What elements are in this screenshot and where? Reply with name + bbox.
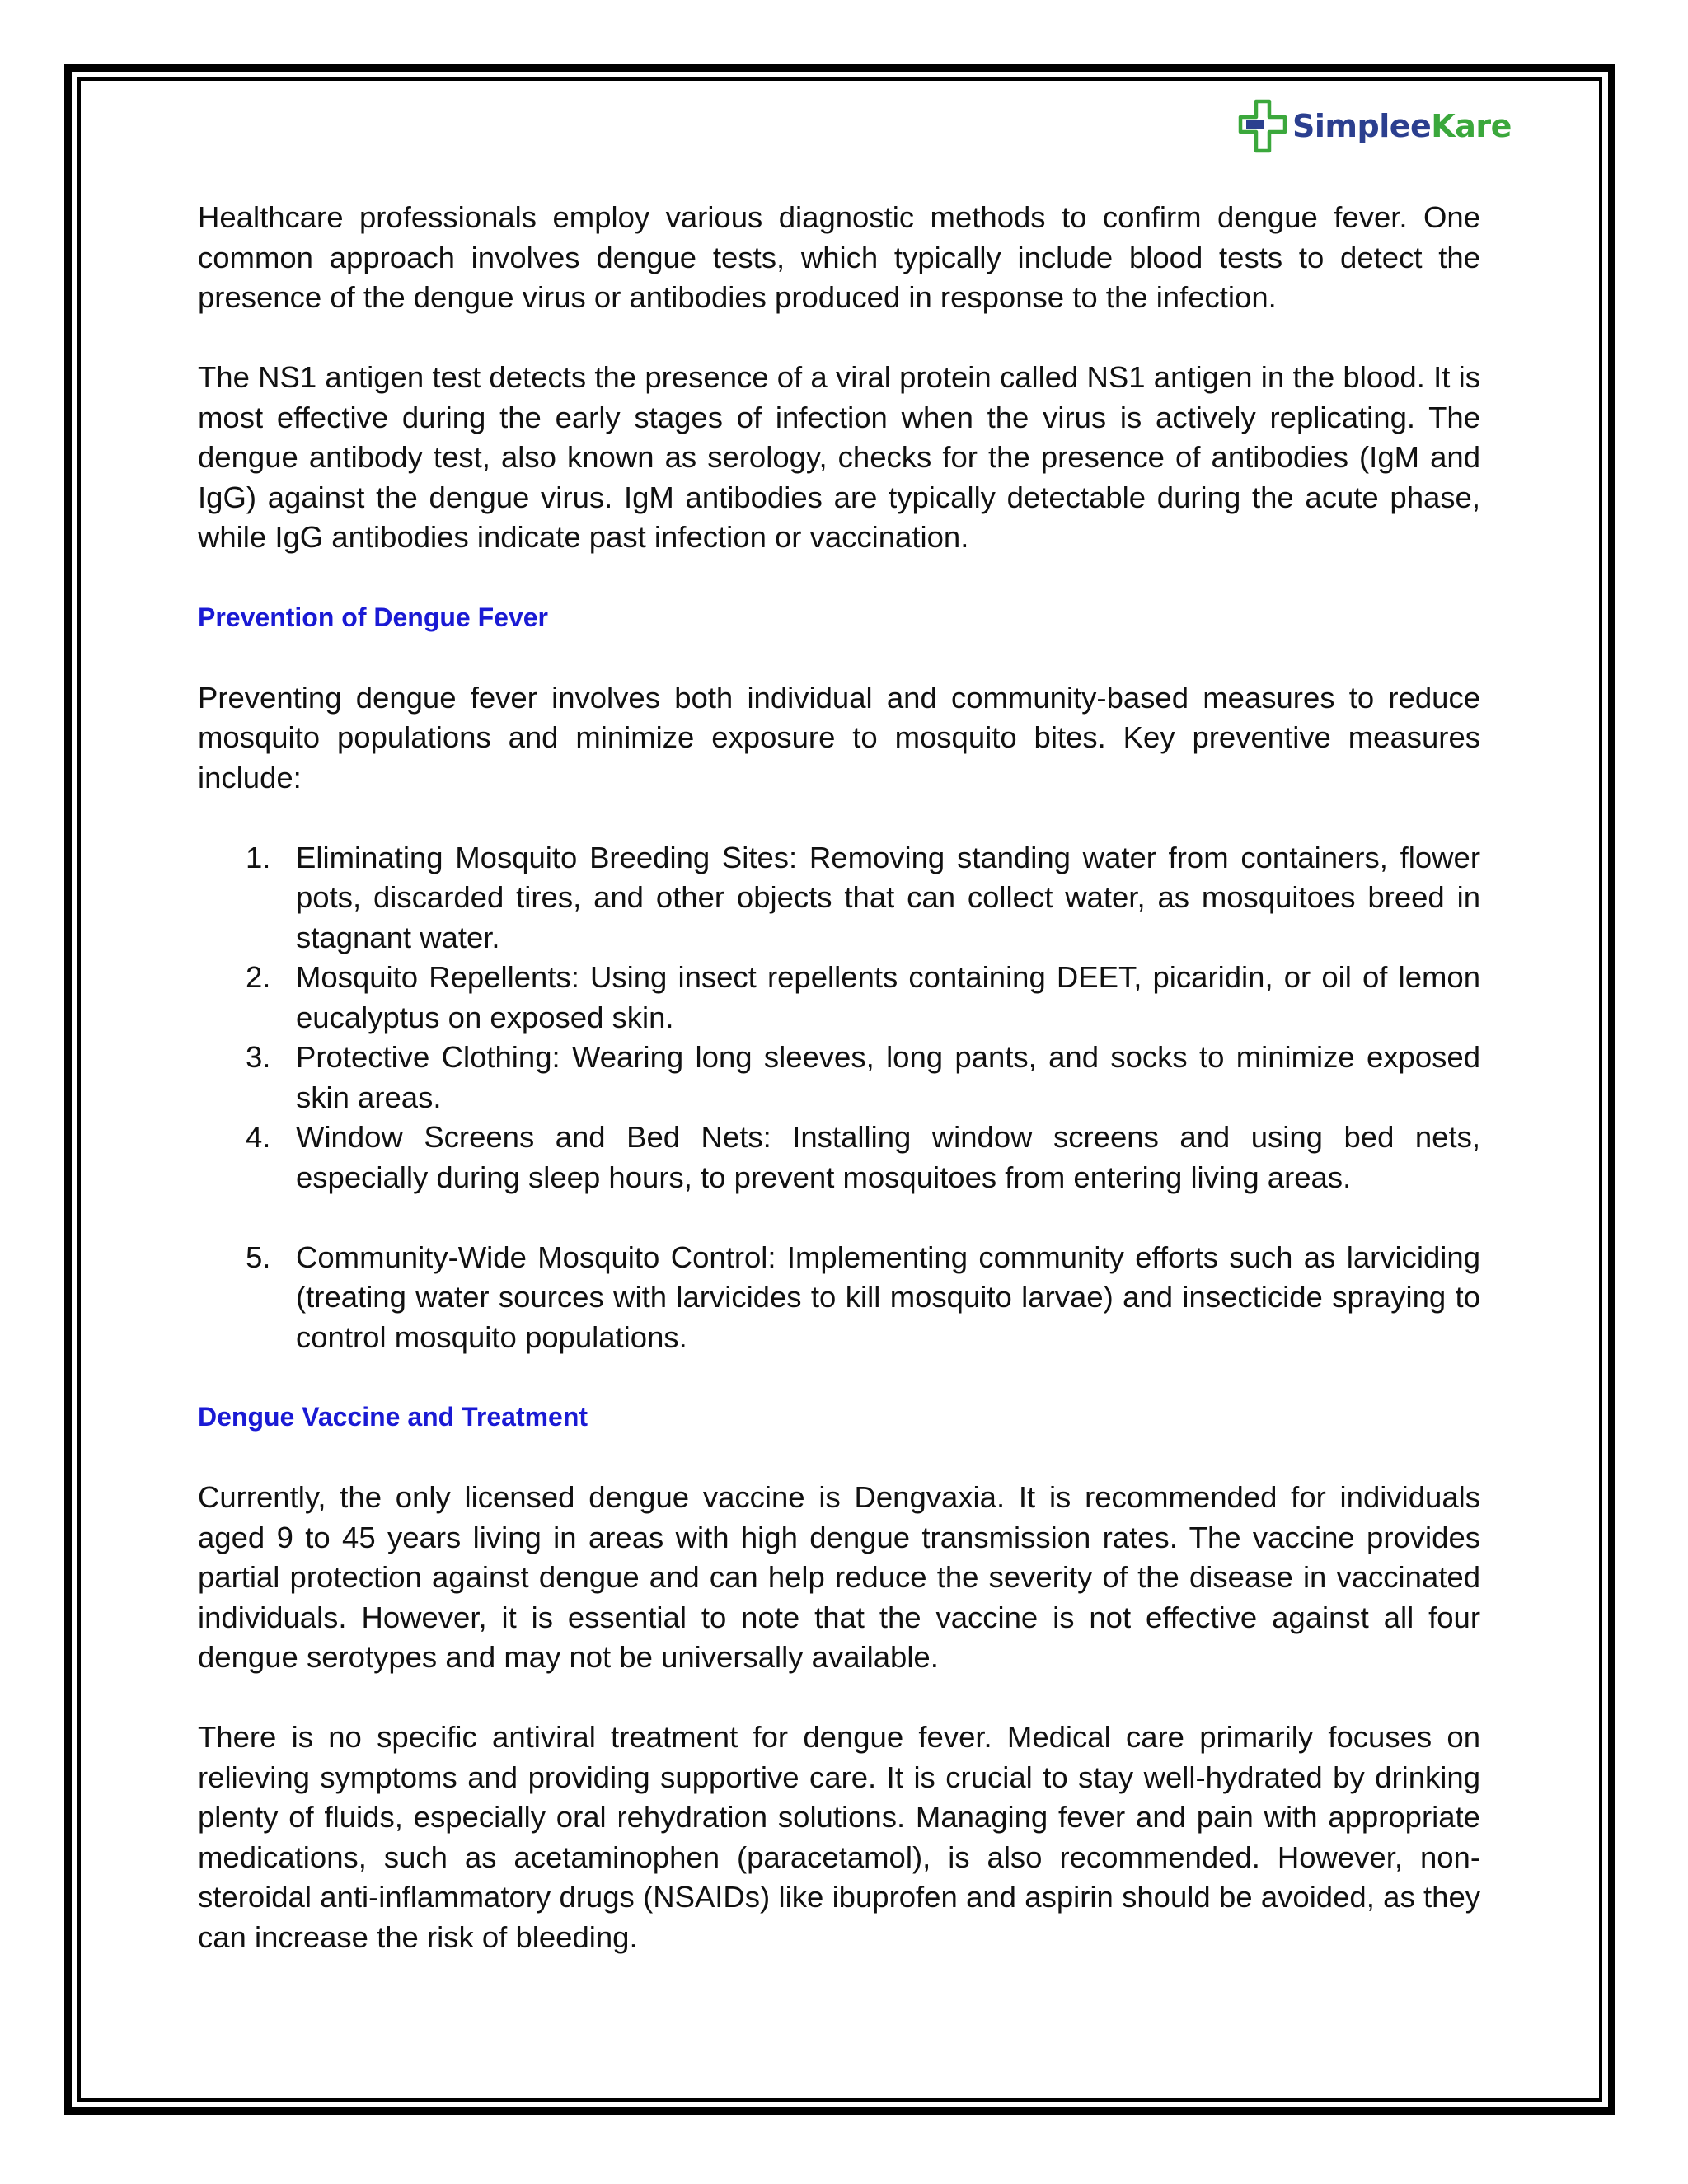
list-item-text: Protective Clothing: Wearing long sleeves, long pants, and socks to minimize exposed skin areas. bbox=[296, 1040, 1480, 1114]
heading-vaccine-treatment: Dengue Vaccine and Treatment bbox=[198, 1402, 588, 1432]
list-item-text: Mosquito Repellents: Using insect repellents containing DEET, picaridin, or oil of lemon eucalyptus on exposed skin. bbox=[296, 960, 1480, 1034]
list-item-text: Window Screens and Bed Nets: Installing window screens and using bed nets, especially during sleep hours, to prevent mosquitoes from entering living areas. bbox=[296, 1120, 1480, 1194]
heading-prevention: Prevention of Dengue Fever bbox=[198, 602, 548, 632]
list-item bbox=[198, 1238, 1480, 1358]
document-body bbox=[198, 198, 1480, 1957]
list-item bbox=[198, 838, 1480, 958]
brand-name-part1: Simplee bbox=[1292, 108, 1432, 144]
paragraph-ns1-test: The NS1 antigen test detects the presence of a viral protein called NS1 antigen in the blood. It is most effective during the early stages of infection when the virus is actively replicating. The dengue antibody test, also known as serology, checks for the presence of antibodies (IgM and IgG) against the dengue virus. IgM antibodies are typically detectable during the acute phase, while IgG antibodies indicate past infection or vaccination. bbox=[198, 360, 1480, 554]
paragraph-prevention-intro: Preventing dengue fever involves both individual and community-based measures to reduce mosquito populations and minimize exposure to mosquito bites. Key preventive measures include: bbox=[198, 680, 1480, 794]
list-item bbox=[198, 1038, 1480, 1118]
list-item-number: 2. bbox=[246, 960, 271, 994]
list-item bbox=[198, 1118, 1480, 1197]
list-item bbox=[198, 958, 1480, 1038]
paragraph-vaccine: Currently, the only licensed dengue vaccine is Dengvaxia. It is recommended for individuals aged 9 to 45 years living in areas with high dengue transmission rates. The vaccine provides partial protection against dengue and can help reduce the severity of the disease in vaccinated individuals. However, it is essential to note that the vaccine is not effective against all four dengue serotypes and may not be universally available. bbox=[198, 1480, 1480, 1674]
brand-name bbox=[1292, 108, 1512, 144]
prevention-list bbox=[198, 838, 1480, 1358]
list-item-number: 3. bbox=[246, 1040, 271, 1074]
paragraph-diagnosis-intro: Healthcare professionals employ various diagnostic methods to confirm dengue fever. One common approach involves dengue tests, which typically include blood tests to detect the presence of the dengue virus or antibodies produced in response to the infection. bbox=[198, 200, 1480, 314]
list-item-text: Community-Wide Mosquito Control: Implementing community efforts such as larviciding (treating water sources with larvicides to kill mosquito larvae) and insecticide spraying to control mosquito populations. bbox=[296, 1240, 1480, 1354]
list-item-number: 4. bbox=[246, 1120, 271, 1154]
brand-logo bbox=[1238, 97, 1512, 155]
medical-cross-icon bbox=[1238, 99, 1287, 153]
list-item-text: Eliminating Mosquito Breeding Sites: Removing standing water from containers, flower pots, discarded tires, and other objects that can collect water, as mosquitoes breed in stagnant water. bbox=[296, 840, 1480, 954]
paragraph-treatment: There is no specific antiviral treatment for dengue fever. Medical care primarily focuses on relieving symptoms and providing supportive care. It is crucial to stay well-hydrated by drinking plenty of fluids, especially oral rehydration solutions. Managing fever and pain with appropriate medications, such as acetaminophen (paracetamol), is also recommended. However, non-steroidal anti-inflammatory drugs (NSAIDs) like ibuprofen and aspirin should be avoided, as they can increase the risk of bleeding. bbox=[198, 1720, 1480, 1954]
list-item-number: 1. bbox=[246, 840, 271, 874]
list-item-number: 5. bbox=[246, 1240, 271, 1274]
brand-name-part2: Kare bbox=[1431, 108, 1512, 144]
